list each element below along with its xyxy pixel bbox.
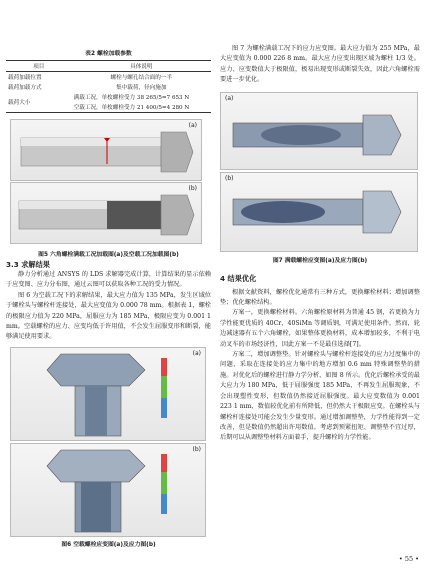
figure-6-caption: 图6 空载螺栓应变图(a)及应力图(b) [61,541,156,548]
figure-7-caption: 图7 满载螺栓应变图(a)及应力图(b) [272,257,368,264]
table-cell: 载荷加载方式 [8,85,42,91]
loaded-bolt-strain-image [221,93,417,169]
body-paragraph: 方案二，增加调整垫。针对螺栓头与螺栓杆连接处的应力过度集中的问题，采取在连接处的应力集中的地方增加 0.6 mm 特殊调整垫的措施。对优化后的螺栓进行静力学分析，如图 8 所示。优化后螺栓承受的最大应力为 180 MPa，低于屈服强度 185 MPa，不再发生屈服现象，不会出现塑性变形，但数值仍然接近屈服强度。最大应变数值为 0.001 223 1 mm，数值较优化前有所降低，但仍然大于极限应变。在螺栓头与螺栓杆连接处可能会发生少量变形。通过增加调整垫，力学性能得到一定改善，但是数值仍然超出许用数值。考虑到预紧扭矩、调整垫不宜过厚，后期可以从调整垫材料方面着手，提升螺栓的力学性能。 [220,351,420,442]
figure-7 [220,92,420,252]
figure-6b-panel [10,443,206,537]
figure-7b-panel [220,172,418,252]
bolt-stress-image [11,444,205,536]
table-row [6,92,211,102]
figure-5a-panel [10,119,202,181]
table-row [6,72,211,83]
body-paragraph: 图 7 为螺栓满载工况下的应力应变图。最大应力值为 255 MPa，最大应变值为 0.000 226 8 mm。最大应力应变出现区域为螺柱 1/3 处。应力、应变数值大于极限值，极易出现变形或断裂失效，因此六角螺栓需要进一步优化。 [220,45,420,84]
figure-5a-label: (a) [188,122,197,129]
figure-7b-label: (b) [225,174,234,182]
body-paragraph: 根据文献资料，螺栓优化通常有三种方式，更换螺栓材料；增加调整垫；优化螺栓结构。 [220,288,420,307]
bolt-load-image-a [11,120,201,180]
figure-7a-panel [220,92,418,170]
figure-7a-label: (a) [225,94,234,102]
table-header-cell: 具体说明 [130,64,153,70]
table-header-cell: 项目 [33,64,45,70]
table-cell: 螺栓与螺孔结合面的一半 [110,75,173,81]
figure-5b-panel [10,182,202,244]
figure-6b-label: (b) [192,445,201,453]
left-column [6,0,211,548]
body-paragraph: 静力分析通过 ANSYS 的 LDS 求解器完成计算，计算结果的显示依赖于应变图、应力分布图，通过云图可以获取各种工况的受力情况。 [6,271,211,289]
right-column [220,0,420,444]
figure-6a-panel [10,347,206,441]
bolt-load-image-b [11,183,201,243]
figure-5 [6,119,211,247]
section-4-heading: 4 结果优化 [220,273,257,283]
table-cell: 满载工况，单枚螺栓受力 38 265/5=7 653 N [73,95,190,101]
figure-5b-label: (b) [188,185,197,192]
load-parameter-table [6,60,211,113]
body-paragraph: 方案一，更换螺栓材料。六角螺栓原材料为普通 45 钢，若更换为力学性能更优质的 40Cr、40SiMn 等调质钢，可满足使用条件。然而，轮边减速器有五个六角螺栓，如果整体更换材料，成本增加较多，不利于电动叉车的市场经济性，因此方案一不是最佳选择[7]。 [220,309,420,348]
bolt-strain-image [11,348,205,440]
table-header-row [6,61,211,72]
loaded-bolt-stress-image [221,173,417,251]
table-cell: 空载工况，单枚螺栓受力 21 400/5=4 280 N [73,105,190,111]
page-number: • 55 • [398,555,419,563]
table-cell: 载荷加载位置 [8,75,42,81]
table-cell: 载荷大小 [8,100,31,106]
table-caption: 表2 螺栓加载参数 [85,51,132,57]
table-row [6,82,211,92]
table-cell: 集中载荷，径向施加 [116,85,167,91]
figure-5-caption: 图5 六角螺栓满载工况加载图(a)及空载工况加载图(b) [38,252,179,258]
section-3-3-heading: 3.3 求解结果 [6,260,50,269]
body-paragraph: 图 6 为空载工况下的求解结果，最大应力值为 135 MPa，发生区域位于螺栓头与螺栓杆连接处，最大应变值为 0.000 78 mm。根据表 1，螺栓的极限应力值为 220 MPa，屈服应力为 185 MPa，极限应变为 0.001 1 mm。空载螺栓的应力、应变均低于许用值，不会发生屈服变形和断裂，能够满足使用要求。 [6,291,211,341]
figure-6a-label: (a) [192,349,201,357]
figure-6 [6,347,211,537]
